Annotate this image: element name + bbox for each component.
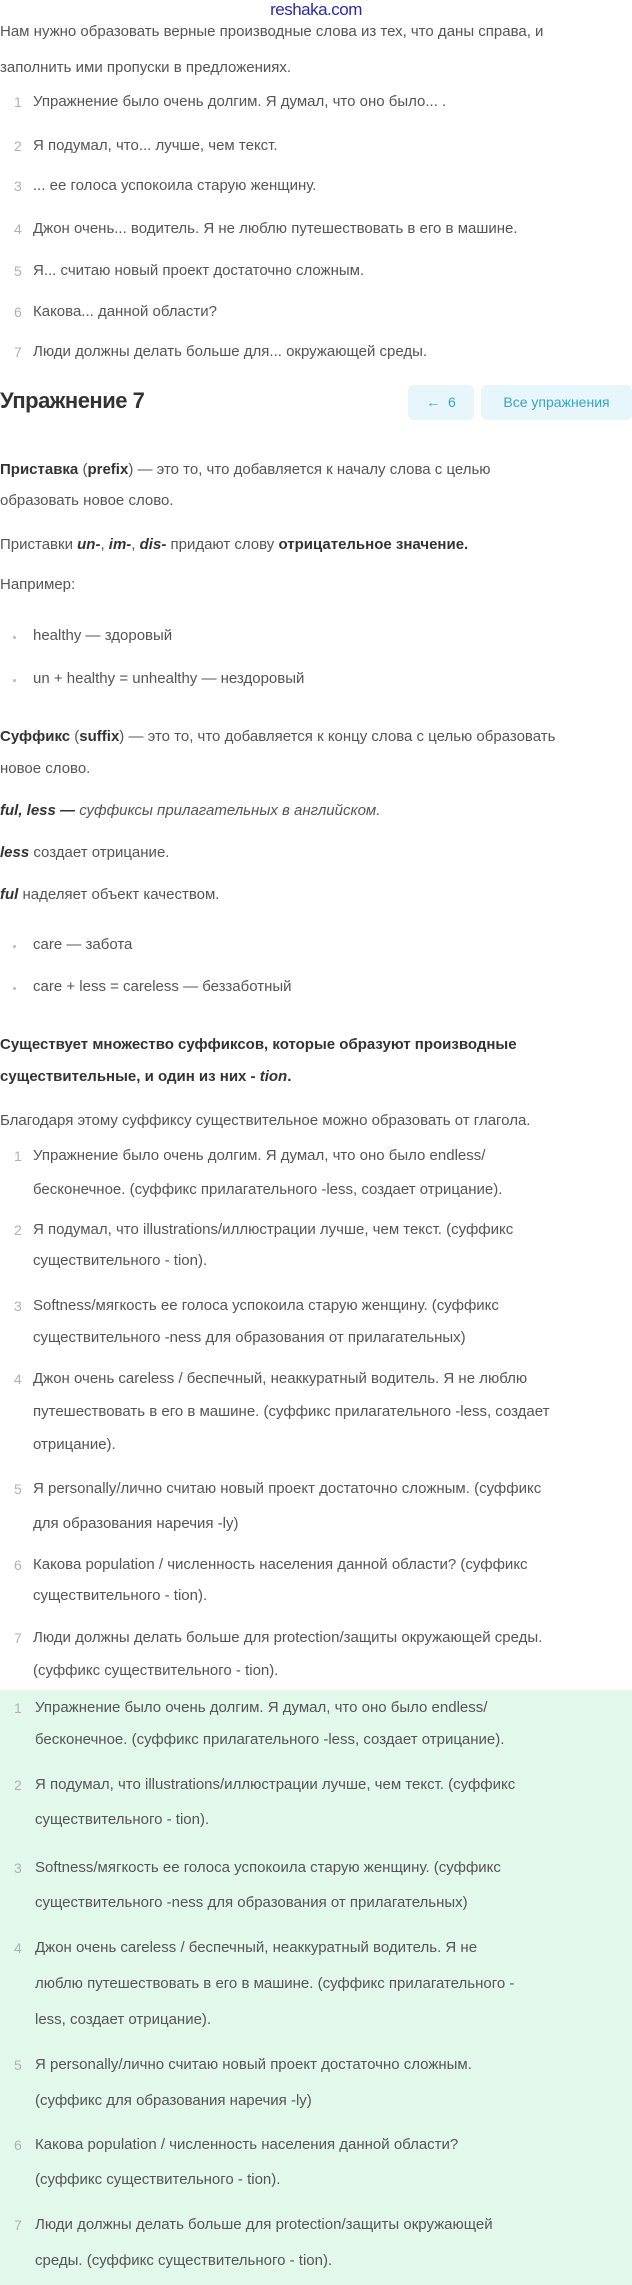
item-number: 6: [14, 304, 22, 320]
intro-line: заполнить ими пропуски в предложениях.: [0, 59, 292, 76]
list-item-line: Я подумал, что... лучше, чем текст.: [33, 137, 278, 154]
site-logo[interactable]: reshaka.com: [270, 0, 362, 19]
list-item-line: бесконечное. (суффикс прилагательного -less, создает отрицание).: [33, 1181, 503, 1198]
prefixes-note: Приставки un-, im-, dis- придают слову отрицательное значение.: [0, 536, 469, 553]
prefix-definition: Приставка (prefix) — это то, что добавляется к началу слова с целью: [0, 461, 491, 478]
item-number: 5: [14, 2057, 22, 2073]
suffix-definition-cont: новое слово.: [0, 760, 91, 777]
list-item-line: Джон очень careless / беспечный, неаккуратный водитель. Я не люблю: [33, 1370, 528, 1387]
example-item: care + less = careless — беззаботный: [33, 978, 292, 995]
list-item-line: среды. (суффикс существительного - tion).: [35, 2252, 333, 2269]
ful-less-note: ful, less — суффиксы прилагательных в английском.: [0, 802, 381, 819]
example-item: healthy — здоровый: [33, 627, 173, 644]
list-item-line: (суффикс для образования наречия -ly): [35, 2092, 312, 2109]
item-number: 6: [14, 1557, 22, 1573]
item-number: 4: [14, 1371, 22, 1387]
item-number: 1: [14, 1148, 22, 1164]
list-item-line: существительного - tion).: [33, 1587, 208, 1604]
list-item-line: ... ее голоса успокоила старую женщину.: [33, 177, 317, 194]
list-item-line: Упражнение было очень долгим. Я думал, что оно было endless/: [35, 1699, 488, 1716]
list-item-line: существительного -ness для образования от прилагательных): [35, 1894, 468, 1911]
list-item-line: путешествовать в его в машине. (суффикс прилагательного -less, создает: [33, 1403, 550, 1420]
item-number: 5: [14, 263, 22, 279]
list-item-line: существительного - tion).: [35, 1811, 210, 1828]
bullet-icon: [13, 987, 16, 990]
list-item-line: Я... считаю новый проект достаточно сложным.: [33, 262, 365, 279]
list-item-line: (суффикс существительного - tion).: [35, 2171, 281, 2188]
list-item-line: отрицание).: [33, 1436, 116, 1453]
example-item: care — забота: [33, 936, 133, 953]
bullet-icon: [13, 945, 16, 948]
suffixes-note: Существует множество суффиксов, которые образуют производные: [0, 1036, 517, 1053]
list-item-line: Люди должны делать больше для protection/защиты окружающей: [35, 2216, 493, 2233]
list-item-line: Упражнение было очень долгим. Я думал, что оно было endless/: [33, 1147, 486, 1164]
ful-note: ful наделяет объект качеством.: [0, 886, 220, 903]
list-item-line: (суффикс существительного - tion).: [33, 1662, 279, 1679]
list-item-line: Какова population / численность населения данной области?: [35, 2136, 459, 2153]
item-number: 1: [14, 1700, 22, 1716]
list-item-line: Я подумал, что illustrations/иллюстрации лучше, чем текст. (суффикс: [33, 1221, 514, 1238]
list-item-line: Я подумал, что illustrations/иллюстрации лучше, чем текст. (суффикс: [35, 1776, 516, 1793]
item-number: 4: [14, 1940, 22, 1956]
item-number: 7: [14, 2217, 22, 2233]
list-item-line: Softness/мягкость ее голоса успокоила старую женщину. (суффикс: [35, 1859, 501, 1876]
list-item-line: Джон очень... водитель. Я не люблю путешествовать в его в машине.: [33, 220, 518, 237]
item-number: 7: [14, 344, 22, 360]
list-item-line: less, создает отрицание).: [35, 2011, 212, 2028]
list-item-line: существительного -ness для образования от прилагательных): [33, 1329, 466, 1346]
item-number: 6: [14, 2137, 22, 2153]
list-item-line: Упражнение было очень долгим. Я думал, что оно было... .: [33, 93, 447, 110]
suffix-definition: Суффикс (suffix) — это то, что добавляется к концу слова с целью образовать: [0, 728, 556, 745]
item-number: 2: [14, 138, 22, 154]
list-item-line: Softness/мягкость ее голоса успокоила старую женщину. (суффикс: [33, 1297, 499, 1314]
suffixes-note-cont: существительные, и один из них - tion.: [0, 1068, 292, 1085]
tion-note: Благодаря этому суффиксу существительное можно образовать от глагола.: [0, 1112, 531, 1129]
intro-line: Нам нужно образовать верные производные слова из тех, что даны справа, и: [0, 23, 544, 40]
item-number: 1: [14, 94, 22, 110]
bullet-icon: [13, 679, 16, 682]
list-item-line: Джон очень careless / беспечный, неаккуратный водитель. Я не: [35, 1939, 478, 1956]
item-number: 5: [14, 1481, 22, 1497]
bullet-icon: [13, 636, 16, 639]
list-item-line: люблю путешествовать в его в машине. (суффикс прилагательного -: [35, 1975, 515, 1992]
item-number: 2: [14, 1222, 22, 1238]
list-item-line: Я personally/лично считаю новый проект достаточно сложным. (суффикс: [33, 1480, 542, 1497]
list-item-line: существительного - tion).: [33, 1252, 208, 1269]
example-label: Например:: [0, 576, 76, 593]
list-item-line: Какова... данной области?: [33, 303, 217, 320]
example-item: un + healthy = unhealthy — нездоровый: [33, 670, 305, 687]
arrow-left-icon: ←: [426, 394, 441, 410]
list-item-line: Какова population / численность населения данной области? (суффикс: [33, 1556, 528, 1573]
item-number: 3: [14, 178, 22, 194]
list-item-line: Люди должны делать больше для protection/защиты окружающей среды.: [33, 1629, 543, 1646]
item-number: 4: [14, 221, 22, 237]
item-number: 3: [14, 1860, 22, 1876]
item-number: 2: [14, 1777, 22, 1793]
item-number: 3: [14, 1298, 22, 1314]
item-number: 7: [14, 1630, 22, 1646]
prefix-definition-cont: образовать новое слово.: [0, 492, 174, 509]
page-title: Упражнение 7: [0, 388, 145, 413]
list-item-line: Люди должны делать больше для... окружающей среды.: [33, 343, 428, 360]
prev-exercise-button[interactable]: [408, 385, 474, 420]
prev-exercise-number: 6: [447, 394, 456, 410]
list-item-line: для образования наречия -ly): [33, 1515, 239, 1532]
less-note: less создает отрицание.: [0, 844, 170, 861]
all-exercises-button[interactable]: Все упражнения: [481, 385, 632, 420]
list-item-line: Я personally/лично считаю новый проект достаточно сложным.: [35, 2056, 472, 2073]
list-item-line: бесконечное. (суффикс прилагательного -less, создает отрицание).: [35, 1731, 505, 1748]
